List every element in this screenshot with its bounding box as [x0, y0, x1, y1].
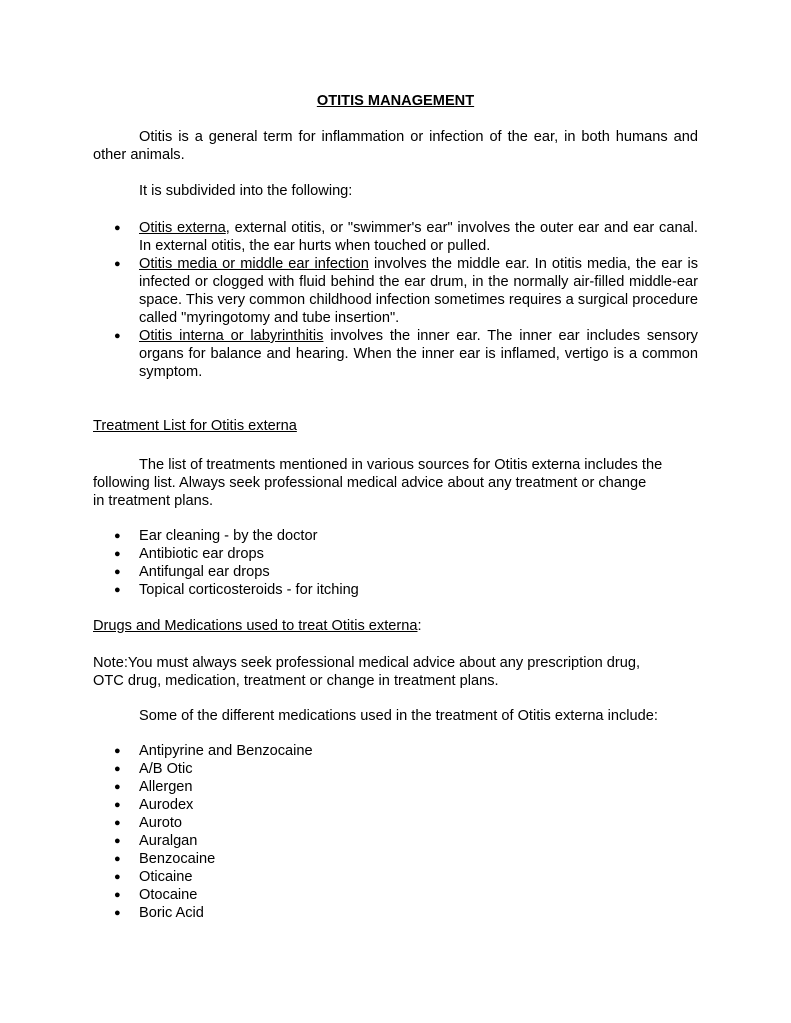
- list-item: [93, 581, 698, 599]
- list-item: [93, 219, 698, 255]
- medication-item: Benzocaine: [139, 851, 216, 867]
- bullet-icon: ●: [114, 763, 121, 775]
- treatment-intro-line: The list of treatments mentioned in various sources for Otitis externa includes the: [139, 457, 663, 473]
- list-item: [93, 563, 698, 581]
- medication-item: Boric Acid: [139, 905, 204, 921]
- drugs-intro: Some of the different medications used in the treatment of Otitis externa include:: [139, 708, 658, 724]
- bullet-icon: ●: [114, 889, 121, 901]
- bullet-icon: ●: [114, 745, 121, 757]
- intro-paragraph: Otitis is a general term for inflammation or infection of the ear, in both humans and other animals.: [93, 129, 698, 163]
- drugs-heading-suffix: :: [417, 618, 422, 634]
- treatment-item: Antifungal ear drops: [139, 564, 270, 580]
- bullet-icon: ●: [114, 330, 121, 342]
- list-item: [93, 742, 698, 760]
- list-item: [93, 527, 698, 545]
- medication-item: Allergen: [139, 779, 193, 795]
- treatment-intro: [93, 456, 698, 510]
- list-item: [93, 868, 698, 886]
- page-title: OTITIS MANAGEMENT: [316, 93, 475, 109]
- list-item: [93, 327, 698, 381]
- term-otitis-interna: Otitis interna or labyrinthitis: [139, 328, 324, 344]
- bullet-icon: ●: [114, 871, 121, 883]
- bullet-icon: ●: [114, 548, 121, 560]
- list-item: [93, 904, 698, 922]
- list-item: [93, 760, 698, 778]
- medication-item: Auralgan: [139, 833, 198, 849]
- list-item: [93, 778, 698, 796]
- medication-item: A/B Otic: [139, 761, 193, 777]
- bullet-icon: ●: [114, 530, 121, 542]
- treatment-heading: Treatment List for Otitis externa: [93, 418, 297, 434]
- treatment-intro-line: in treatment plans.: [93, 493, 214, 509]
- otitis-types-list: [93, 219, 698, 381]
- drugs-heading: Drugs and Medications used to treat Otitis externa: [93, 618, 418, 634]
- medication-item: Antipyrine and Benzocaine: [139, 743, 313, 759]
- medication-item: Aurodex: [139, 797, 194, 813]
- drugs-note: [93, 654, 698, 690]
- list-item: [93, 796, 698, 814]
- treatment-item: Ear cleaning - by the doctor: [139, 528, 318, 544]
- drugs-note-line: Note:You must always seek professional medical advice about any prescription drug,: [93, 655, 641, 671]
- bullet-icon: ●: [114, 566, 121, 578]
- list-item: [93, 814, 698, 832]
- term-description: involves the middle ear. In otitis media, the ear is infected or clogged with fluid behind the ear drum, in the normally air-filled middle-ear space. This very common childhood infection sometimes requires a surgical procedure called "myringotomy and tube insertion".: [139, 256, 698, 326]
- bullet-icon: ●: [114, 781, 121, 793]
- treatment-list: [93, 527, 698, 599]
- term-otitis-externa: Otitis externa: [139, 220, 226, 236]
- bullet-icon: ●: [114, 817, 121, 829]
- bullet-icon: ●: [114, 584, 121, 596]
- bullet-icon: ●: [114, 258, 121, 270]
- medication-item: Auroto: [139, 815, 182, 831]
- term-otitis-media: Otitis media or middle ear infection: [139, 256, 369, 272]
- bullet-icon: ●: [114, 799, 121, 811]
- medications-list: [93, 742, 698, 922]
- term-description: , external otitis, or "swimmer's ear" involves the outer ear and ear canal. In external otitis, the ear hurts when touched or pulled.: [139, 220, 698, 254]
- bullet-icon: ●: [114, 853, 121, 865]
- drugs-note-line: OTC drug, medication, treatment or change in treatment plans.: [93, 673, 499, 689]
- treatment-intro-line: following list. Always seek professional medical advice about any treatment or change: [93, 475, 647, 491]
- list-item: [93, 255, 698, 327]
- list-item: [93, 545, 698, 563]
- list-item: [93, 832, 698, 850]
- treatment-item: Antibiotic ear drops: [139, 546, 264, 562]
- list-item: [93, 886, 698, 904]
- intro-subdivided-text: It is subdivided into the following:: [139, 183, 353, 199]
- bullet-icon: ●: [114, 907, 121, 919]
- term-description: involves the inner ear. The inner ear includes sensory organs for balance and hearing. When the inner ear is inflamed, vertigo is a common symptom.: [139, 328, 698, 380]
- treatment-item: Topical corticosteroids - for itching: [139, 582, 359, 598]
- medication-item: Oticaine: [139, 869, 193, 885]
- bullet-icon: ●: [114, 835, 121, 847]
- medication-item: Otocaine: [139, 887, 198, 903]
- list-item: [93, 850, 698, 868]
- drugs-heading-line: [93, 617, 698, 635]
- bullet-icon: ●: [114, 222, 121, 234]
